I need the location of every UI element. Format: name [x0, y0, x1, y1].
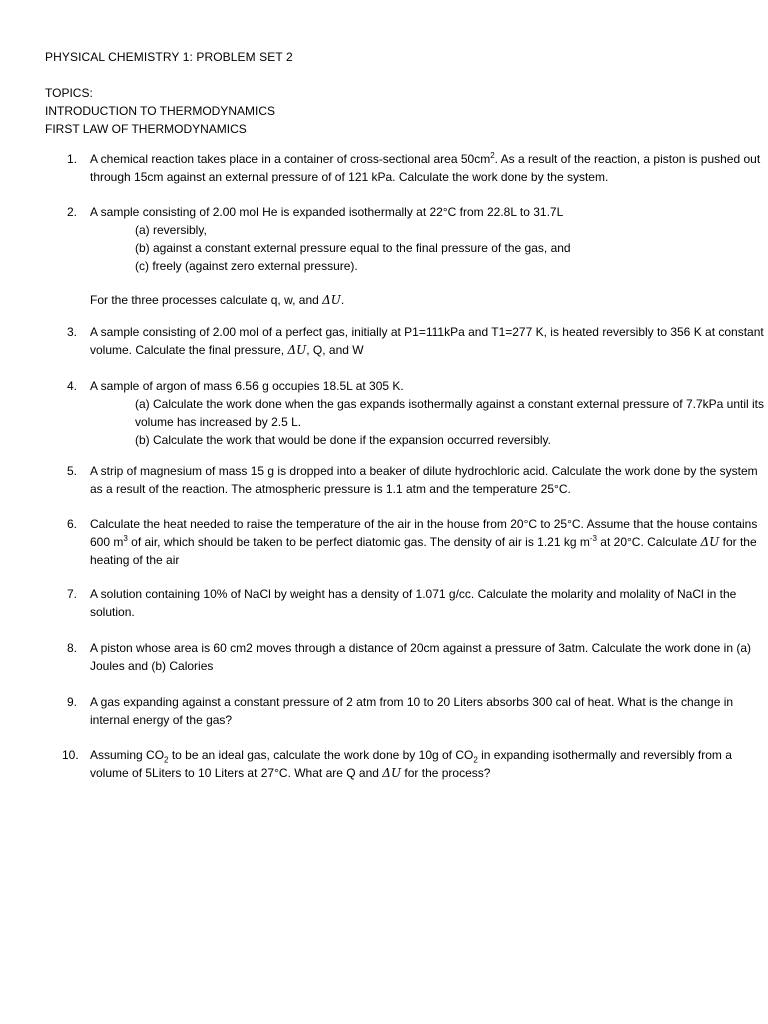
problem-text: A solution containing 10% of NaCl by weight has a density of 1.071 g/cc. Calculate the molarity and molality of NaCl in the solution.	[90, 587, 737, 619]
topic-item: FIRST LAW OF THERMODYNAMICS	[45, 122, 247, 136]
topics-label: TOPICS:	[45, 86, 93, 100]
sub-question: (a) Calculate the work done when the gas expands isothermally against a constant external pressure of 7.7kPa until its volume has increased by 2.5 L.	[135, 397, 765, 429]
problem-number: 2.	[67, 205, 78, 219]
problem-number: 4.	[67, 379, 78, 393]
topics-block	[45, 84, 275, 138]
problem-text: A strip of magnesium of mass 15 g is dropped into a beaker of dilute hydrochloric acid. Calculate the work done by the system as a result of the reaction. The atmospheric pressure is 1.1 atm and the temperature 25°C.	[90, 464, 758, 496]
problem-text: A gas expanding against a constant pressure of 2 atm from 10 to 20 Liters absorbs 300 cal of heat. What is the change in internal energy of the gas?	[90, 695, 734, 727]
problem-number: 10.	[62, 748, 79, 762]
delta-u-symbol: ΔU	[382, 766, 402, 780]
problem-number: 6.	[67, 517, 78, 531]
problem-text: A sample consisting of 2.00 mol of a perfect gas, initially at P1=111kPa and T1=277 K, is heated reversibly to 356 K at constant volume. Calculate the final pressure, ΔU, Q, and W	[90, 325, 764, 357]
problem-text: Assuming $CO_2$ to be an ideal gas, calculate the work done by 10g of $CO_2$ in expanding isothermally and reversibly from a volume of 5Liters to 10 Liters at 27°C. What are Q and ΔU for the process?	[90, 748, 732, 780]
delta-u-symbol: ΔU	[287, 343, 307, 357]
sub-question: (b) Calculate the work that would be done if the expansion occurred reversibly.	[135, 433, 551, 447]
delta-u-symbol: ΔU	[700, 535, 720, 549]
topic-item: INTRODUCTION TO THERMODYNAMICS	[45, 104, 276, 118]
problem-number: 9.	[67, 695, 78, 709]
problem-text: A chemical reaction takes place in a container of cross-sectional area $50cm^2$. As a result of the reaction, a piston is pushed out through 15cm against an external pressure of of 121 kPa. Calculate the work done by the system.	[90, 151, 761, 184]
problem-number: 5.	[67, 464, 78, 478]
problem-text: A sample consisting of 2.00 mol He is expanded isothermally at 22°C from 22.8L to 31.7L (a) reversibly, (b) against a constant external pressure equal to the final pressure of the gas, and (c) freely (against zero external pressure). For the three processes calculate q, w, and ΔU.	[90, 203, 766, 309]
problem-number: 8.	[67, 641, 78, 655]
problem-text: Calculate the heat needed to raise the temperature of the air in the house from 20°C to 25°C. Assume that the house contains 600 $m^3$ of air, which should be taken to be perfect diatomic gas. The density of air is 1.21 kg $m^{-3}$ at 20°C. Calculate ΔU for the heating of the air	[90, 517, 758, 567]
sub-question: (c) freely (against zero external pressure).	[135, 259, 358, 273]
problem-number: 1.	[67, 152, 78, 166]
delta-u-symbol: ΔU	[322, 293, 341, 307]
problem-number: 3.	[67, 325, 78, 339]
problem-number: 7.	[67, 587, 78, 601]
sub-question: (a) reversibly,	[135, 223, 207, 237]
sub-question: (b) against a constant external pressure equal to the final pressure of the gas, and	[135, 241, 571, 255]
problem-text: A piston whose area is 60 cm2 moves through a distance of 20cm against a pressure of 3atm. Calculate the work done in (a) Joules and (b) Calories	[90, 641, 752, 673]
page-title: PHYSICAL CHEMISTRY 1: PROBLEM SET 2	[45, 50, 293, 64]
problem-text: A sample of argon of mass 6.56 g occupies 18.5L at 305 K. (a) Calculate the work done when the gas expands isothermally against a constant external pressure of 7.7kPa until its volume has increased by 2.5 L. (b) Calculate the work that would be done if the expansion occurred reversibly.	[90, 379, 765, 447]
